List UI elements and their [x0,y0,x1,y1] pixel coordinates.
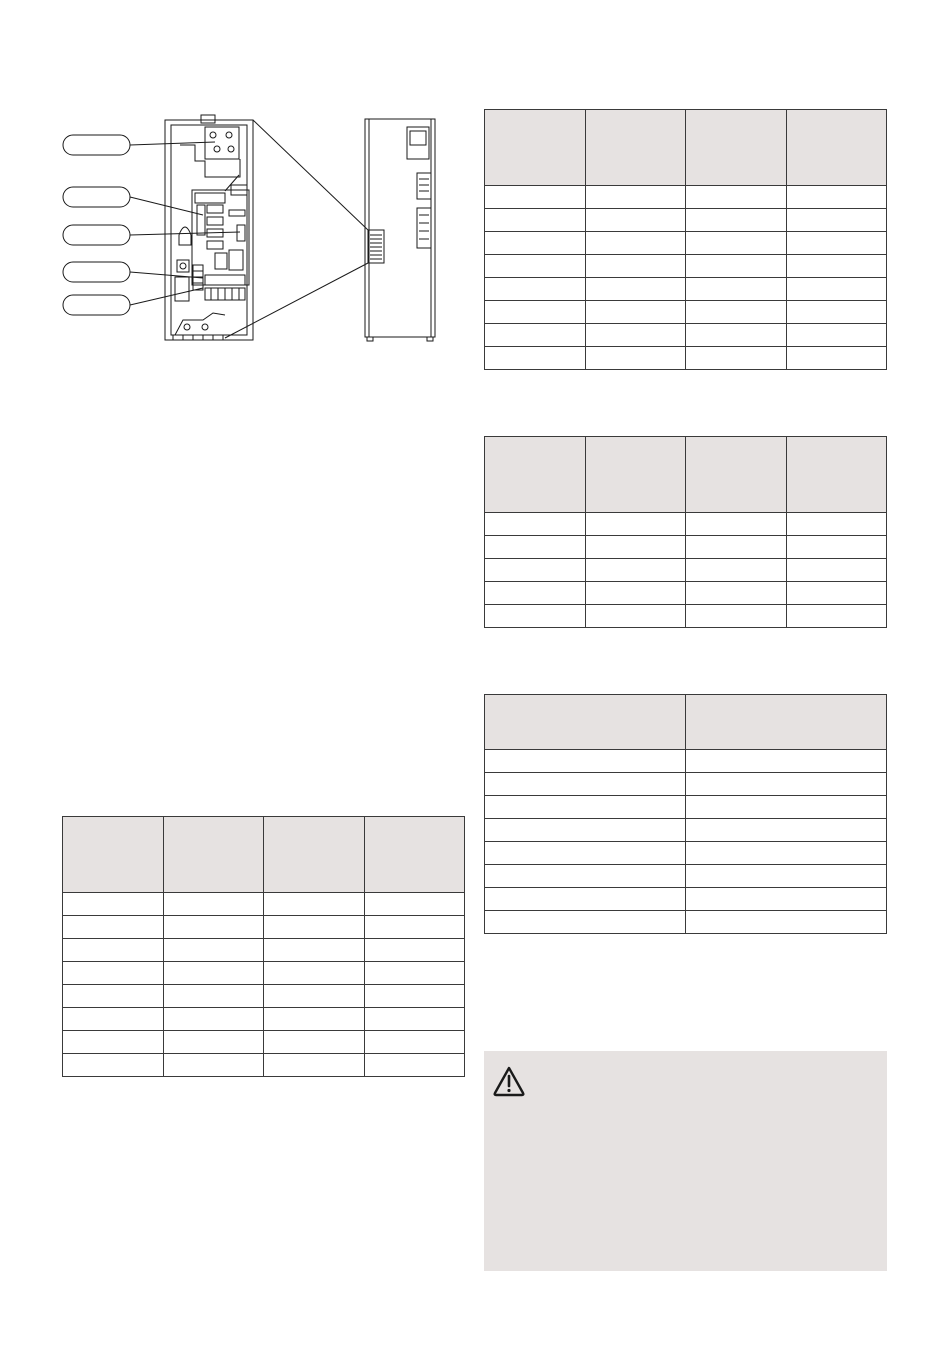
table-cell [786,324,887,347]
header-cell [264,817,365,893]
table-cell [264,893,365,916]
table-cell [585,536,686,559]
table-cell [686,513,787,536]
table-cell [364,916,465,939]
table-cell [485,255,586,278]
table-row [63,962,465,985]
table-cell [364,1031,465,1054]
callout-labels [63,135,130,315]
table-cell [585,232,686,255]
table-cell [63,1008,164,1031]
table-row [485,513,887,536]
table-cell [786,559,887,582]
table-row [485,209,887,232]
table-cell [686,278,787,301]
table-cell [686,232,787,255]
table-row [63,939,465,962]
header-cell [485,695,686,750]
table-header-row [485,110,887,186]
table-header-row [63,817,465,893]
table-cell [585,278,686,301]
table-cell [364,1008,465,1031]
table-cell [485,842,686,865]
table-row [485,347,887,370]
table-cell [163,939,264,962]
table-body [485,750,887,934]
table-cell [786,536,887,559]
table-cell [264,1008,365,1031]
table-cell [686,209,787,232]
table-cell [686,605,787,628]
table-row [485,888,887,911]
table-cell [686,750,887,773]
table-row [485,582,887,605]
table-cell [686,773,887,796]
header-cell [686,110,787,186]
header-cell [485,437,586,513]
table-cell [585,255,686,278]
table-cell [786,209,887,232]
table-cell [485,582,586,605]
table-cell [686,796,887,819]
table-cell [364,893,465,916]
table-cell [485,232,586,255]
table-cell [686,559,787,582]
table-cell [163,1008,264,1031]
table-row [485,750,887,773]
table-cell [163,1031,264,1054]
table-cell [786,186,887,209]
table-cell [786,347,887,370]
table-cell [63,962,164,985]
table-cell [163,962,264,985]
table-cell [485,559,586,582]
table-cell [264,1031,365,1054]
header-cell [786,437,887,513]
table-row [63,985,465,1008]
table-row [485,255,887,278]
table-body [63,893,465,1077]
table-right-middle [484,436,887,628]
table-body [485,186,887,370]
table-row [63,1008,465,1031]
table-cell [364,1054,465,1077]
table-cell [686,865,887,888]
table-cell [686,536,787,559]
table-cell [264,939,365,962]
header-cell [163,817,264,893]
table-cell [686,347,787,370]
table-cell [485,347,586,370]
table-cell [686,842,887,865]
table-row [485,301,887,324]
table-cell [686,301,787,324]
table-cell [264,1054,365,1077]
header-cell [485,110,586,186]
table-row [485,911,887,934]
header-cell [364,817,465,893]
table-cell [686,582,787,605]
table-cell [364,962,465,985]
table-right-bottom [484,694,887,934]
header-cell [585,437,686,513]
table-cell [786,232,887,255]
table-cell [585,559,686,582]
table-row [485,819,887,842]
header-cell [63,817,164,893]
table-cell [686,255,787,278]
table-cell [585,209,686,232]
table-cell [585,324,686,347]
table-cell [485,865,686,888]
table-cell [63,985,164,1008]
table-cell [585,186,686,209]
table-cell [585,347,686,370]
table-cell [786,255,887,278]
table-row [63,1054,465,1077]
table-cell [485,324,586,347]
table-row [485,186,887,209]
table-cell [63,893,164,916]
table-cell [585,301,686,324]
table-cell [786,582,887,605]
table-cell [264,985,365,1008]
header-cell [686,695,887,750]
table-cell [485,911,686,934]
table-row [485,232,887,255]
table-cell [364,985,465,1008]
table-cell [264,916,365,939]
table-cell [786,513,887,536]
table-cell [585,513,686,536]
table-row [485,278,887,301]
table-row [485,324,887,347]
table-cell [364,939,465,962]
table-cell [485,605,586,628]
table-cell [686,324,787,347]
table-cell [485,278,586,301]
table-row [63,1031,465,1054]
table-cell [63,1031,164,1054]
table-row [485,842,887,865]
table-left-bottom [62,816,465,1077]
table-cell [786,278,887,301]
table-cell [163,1054,264,1077]
table-row [485,536,887,559]
table-row [63,893,465,916]
table-cell [264,962,365,985]
table-cell [485,773,686,796]
table-cell [163,916,264,939]
header-cell [786,110,887,186]
table-cell [686,888,887,911]
table-cell [686,911,887,934]
table-row [485,796,887,819]
table-cell [786,605,887,628]
table-cell [485,796,686,819]
table-cell [485,186,586,209]
table-cell [63,939,164,962]
table-row [63,916,465,939]
table-row [485,773,887,796]
warning-box [484,1051,887,1271]
table-cell [163,985,264,1008]
table-cell [686,186,787,209]
table-cell [786,301,887,324]
table-cell [485,536,586,559]
table-cell [63,1054,164,1077]
table-cell [585,605,686,628]
warning-triangle-icon [492,1065,526,1097]
table-cell [163,893,264,916]
header-cell [686,437,787,513]
table-header-row [485,437,887,513]
table-cell [485,750,686,773]
table-cell [585,582,686,605]
table-header-row [485,695,887,750]
table-cell [686,819,887,842]
table-cell [63,916,164,939]
header-cell [585,110,686,186]
table-cell [485,209,586,232]
table-body [485,513,887,628]
electrical-box-diagram [55,105,455,355]
table-row [485,865,887,888]
table-cell [485,819,686,842]
table-right-top [484,109,887,370]
table-row [485,559,887,582]
table-cell [485,301,586,324]
table-cell [485,513,586,536]
table-row [485,605,887,628]
table-cell [485,888,686,911]
